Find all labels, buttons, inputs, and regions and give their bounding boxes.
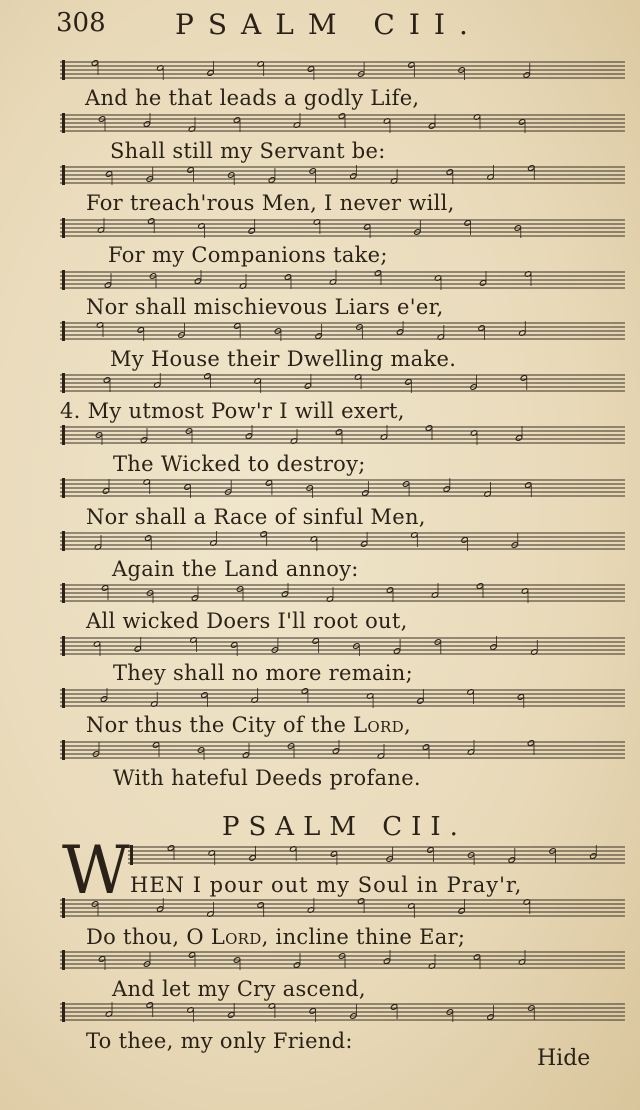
lyric-line: Nor shall mischievous Liars e'er, bbox=[86, 295, 444, 319]
clef-mark bbox=[62, 425, 65, 445]
music-staff bbox=[60, 425, 625, 445]
lyric-line: And let my Cry ascend, bbox=[112, 977, 366, 1001]
lyric-line: Nor shall a Race of sinful Men, bbox=[86, 505, 426, 529]
running-title: PSALM CII. bbox=[175, 8, 482, 41]
lyric-line: With hateful Deeds profane. bbox=[113, 766, 421, 790]
lyric-line: And he that leads a godly Life, bbox=[85, 86, 420, 110]
clef-mark bbox=[62, 373, 65, 393]
music-staff bbox=[60, 165, 625, 185]
catchword: Hide bbox=[537, 1046, 591, 1071]
lyric-line bbox=[86, 713, 411, 737]
lyric-line: Shall still my Servant be: bbox=[110, 139, 386, 163]
clef-mark bbox=[62, 60, 65, 80]
music-staff bbox=[60, 636, 625, 656]
clef-mark bbox=[130, 845, 133, 865]
music-staff bbox=[60, 845, 625, 865]
lyric-line: Again the Land annoy: bbox=[112, 557, 359, 581]
music-staff bbox=[60, 373, 625, 393]
lyric-line: 4. My utmost Pow'r I will exert, bbox=[60, 399, 405, 423]
music-staff bbox=[60, 478, 625, 498]
clef-mark bbox=[62, 113, 65, 133]
clef-mark bbox=[62, 531, 65, 551]
clef-mark bbox=[62, 321, 65, 341]
music-staff bbox=[60, 113, 625, 133]
lyric-text: , incline thine Ear; bbox=[261, 925, 466, 949]
lyric-line: To thee, my only Friend: bbox=[86, 1029, 353, 1053]
music-staff bbox=[60, 218, 625, 238]
clef-mark bbox=[62, 688, 65, 708]
lyric-line bbox=[86, 925, 465, 949]
music-staff bbox=[60, 583, 625, 603]
lyric-line: For treach'rous Men, I never will, bbox=[86, 191, 455, 215]
music-staff bbox=[60, 270, 625, 290]
music-staff bbox=[60, 60, 625, 80]
lyric-line: HEN I pour out my Soul in Pray'r, bbox=[130, 873, 523, 897]
lyric-punct: , bbox=[403, 713, 411, 737]
clef-mark bbox=[62, 218, 65, 238]
music-staff bbox=[60, 898, 625, 918]
lyric-text: Nor thus the City of the bbox=[86, 713, 354, 737]
clef-mark bbox=[62, 636, 65, 656]
clef-mark bbox=[62, 478, 65, 498]
lyric-text: Do thou, O bbox=[86, 925, 211, 949]
music-staff bbox=[60, 688, 625, 708]
clef-mark bbox=[62, 583, 65, 603]
lyric-line: For my Companions take; bbox=[108, 243, 388, 267]
drop-cap: W bbox=[62, 832, 130, 909]
music-staff bbox=[60, 1002, 625, 1022]
lyric-line: The Wicked to destroy; bbox=[113, 452, 366, 476]
lyric-line: My House their Dwelling make. bbox=[110, 347, 457, 371]
page-number: 308 bbox=[56, 8, 106, 38]
music-staff bbox=[60, 950, 625, 970]
lyric-line: They shall no more remain; bbox=[113, 661, 413, 685]
lord-word: Lord bbox=[210, 925, 262, 949]
lyric-line: All wicked Doers I'll root out, bbox=[86, 609, 408, 633]
section-title: PSALM CII. bbox=[222, 812, 467, 842]
clef-mark bbox=[62, 740, 65, 760]
music-staff bbox=[60, 740, 625, 760]
clef-mark bbox=[62, 950, 65, 970]
music-staff bbox=[60, 531, 625, 551]
lord-word: Lord bbox=[353, 713, 404, 737]
clef-mark bbox=[62, 1002, 65, 1022]
music-staff bbox=[60, 321, 625, 341]
clef-mark bbox=[62, 165, 65, 185]
clef-mark bbox=[62, 270, 65, 290]
